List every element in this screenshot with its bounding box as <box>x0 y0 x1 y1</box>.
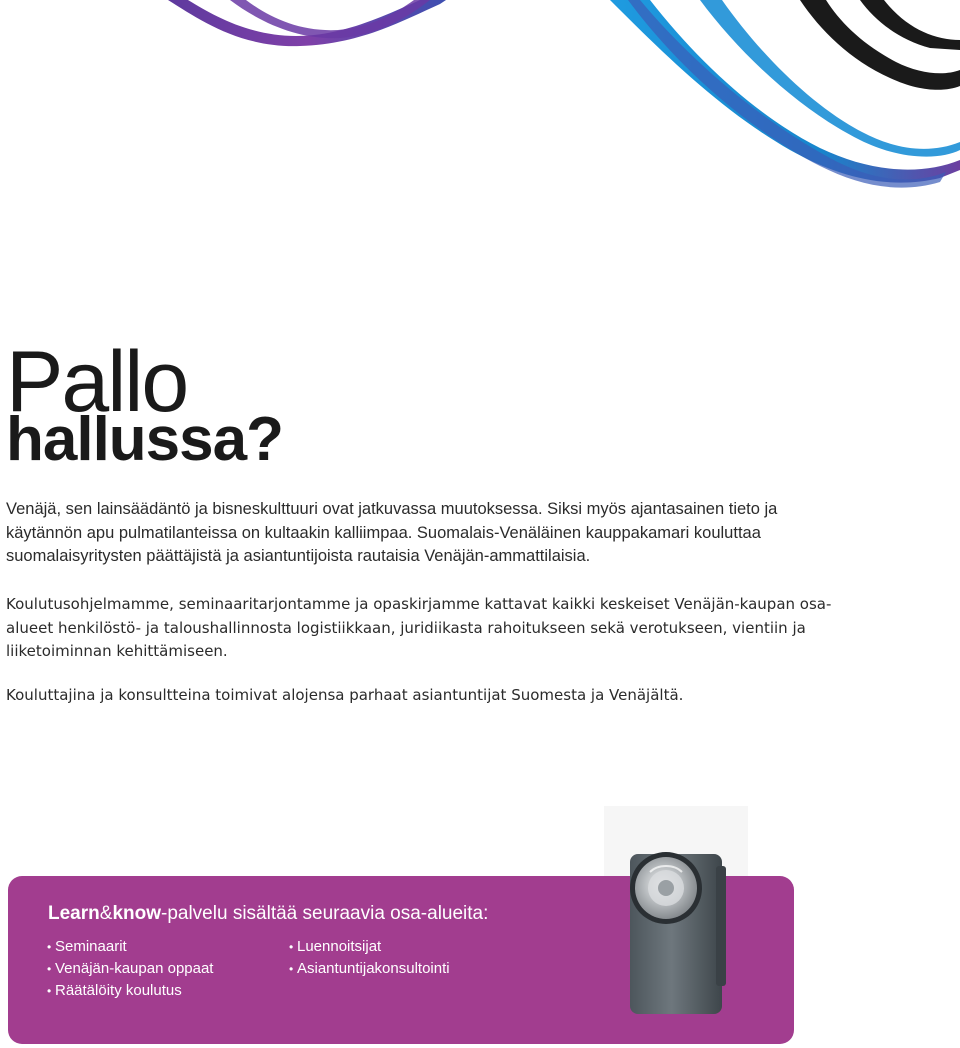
brand-learn: Learn <box>48 903 100 924</box>
ribbon-decoration <box>0 0 960 200</box>
brand-ampersand: & <box>99 903 113 924</box>
brand-know: know <box>112 903 161 924</box>
list-item: • Räätälöity koulutus <box>47 980 213 1002</box>
body-paragraph-2: Kouluttajina ja konsultteina toimivat alojensa parhaat asiantuntijat Suomesta ja Venäjältä. <box>6 686 684 704</box>
list-item: • Luennoitsijat <box>289 936 450 958</box>
list-item: • Venäjän-kaupan oppaat <box>47 958 213 980</box>
list-item: • Asiantuntijakonsultointi <box>289 958 450 980</box>
services-title-text: -palvelu sisältää seuraavia osa-alueita: <box>161 903 489 924</box>
flashlight-icon <box>616 846 734 1022</box>
list-item: • Seminaarit <box>47 936 213 958</box>
headline-line-2: hallussa? <box>6 405 283 474</box>
intro-paragraph: Venäjä, sen lainsäädäntö ja bisneskulttuuri ovat jatkuvassa muutoksessa. Siksi myös ajantasainen tieto ja käytännön apu pulmatilanteissa on kultaakin kalliimpaa. Suomalais-Venäläinen kauppakamari kouluttaa suomalaisyritysten päättäjistä ja asiantuntijoista rautaisia Venäjän-ammattilaisia. <box>6 500 778 565</box>
services-list-left <box>47 936 213 1002</box>
headline-line-1: Pallo <box>6 334 188 430</box>
services-list-right <box>289 936 450 980</box>
headline <box>6 334 283 474</box>
services-title <box>48 902 488 926</box>
body-paragraph-1: Koulutusohjelmamme, seminaaritarjontamme ja opaskirjamme kattavat kaikki keskeiset Venäjän-kaupan osa-alueet henkilöstö- ja taloushallinnosta logistiikkaan, juridiikasta rahoitukseen sekä verotukseen, vientiin ja liiketoiminnan kehittämiseen. <box>6 595 832 660</box>
